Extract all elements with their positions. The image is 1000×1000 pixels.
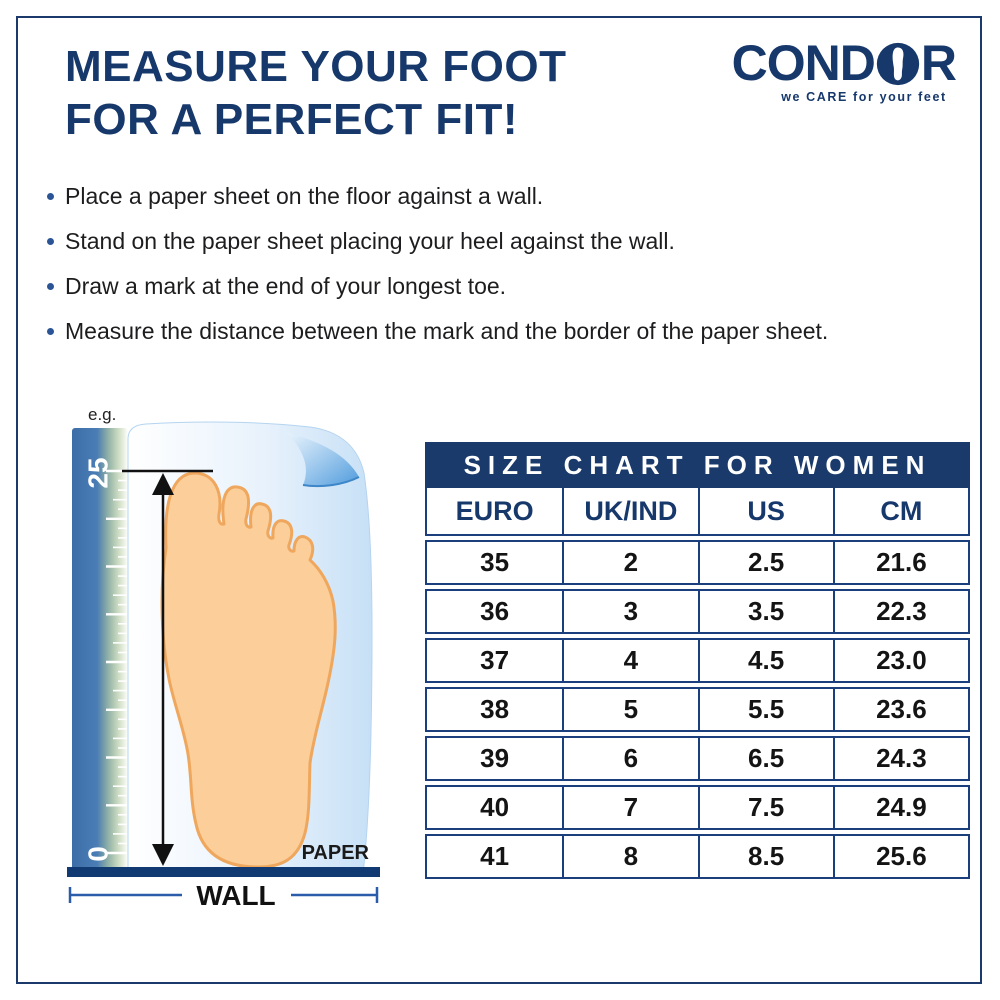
foot-measurement-diagram	[60, 393, 400, 918]
size-cell: 38	[480, 694, 510, 724]
table-row	[425, 687, 970, 732]
size-cell: 24.3	[833, 738, 968, 779]
instruction-item	[47, 219, 828, 264]
size-cell: 35	[480, 547, 510, 577]
table-row	[425, 785, 970, 830]
bullet-icon	[47, 283, 54, 290]
instruction-list	[47, 174, 828, 354]
size-cell: 23.0	[833, 640, 968, 681]
size-cell: 3.5	[698, 591, 833, 632]
page-title	[65, 40, 567, 146]
size-cell: 23.6	[833, 689, 968, 730]
size-cell: 2.5	[698, 542, 833, 583]
size-cell: 7	[562, 787, 697, 828]
column-header-cm: CM	[833, 488, 968, 534]
size-cell: 22.3	[833, 591, 968, 632]
instruction-text: Measure the distance between the mark and the border of the paper sheet.	[65, 318, 829, 344]
wall-label: WALL	[196, 880, 276, 911]
size-chart-table	[425, 442, 970, 879]
size-cell: 3	[562, 591, 697, 632]
logo-text-right: R	[920, 35, 956, 91]
logo-text-left: COND	[731, 35, 875, 91]
column-header-us: US	[698, 488, 833, 534]
size-cell: 5	[562, 689, 697, 730]
size-cell: 24.9	[833, 787, 968, 828]
instruction-item	[47, 309, 828, 354]
size-chart-header-row	[425, 488, 970, 536]
size-chart-title: SIZE CHART FOR WOMEN	[425, 442, 970, 488]
instruction-text: Draw a mark at the end of your longest toe.	[65, 273, 507, 299]
ruler-max-label: 25	[82, 457, 114, 489]
size-cell: 21.6	[833, 542, 968, 583]
size-cell: 6.5	[698, 738, 833, 779]
table-row	[425, 834, 970, 879]
column-header-euro: EURO	[455, 495, 534, 526]
size-cell: 4	[562, 640, 697, 681]
bullet-icon	[47, 193, 54, 200]
ruler	[72, 428, 128, 875]
table-row	[425, 736, 970, 781]
size-cell: 25.6	[833, 836, 968, 877]
size-cell: 4.5	[698, 640, 833, 681]
ruler-zero-label: 0	[82, 846, 114, 862]
logo-tagline: we CARE for your feet	[781, 90, 947, 104]
instruction-text: Stand on the paper sheet placing your heel against the wall.	[65, 228, 675, 254]
table-row	[425, 540, 970, 585]
column-header-ukind: UK/IND	[562, 488, 697, 534]
wall-floor-bar	[67, 867, 380, 877]
instruction-item	[47, 264, 828, 309]
instruction-item	[47, 174, 828, 219]
instruction-text: Place a paper sheet on the floor against a wall.	[65, 183, 544, 209]
size-cell: 8.5	[698, 836, 833, 877]
footprint-in-letter-o-icon	[876, 42, 920, 86]
size-cell: 7.5	[698, 787, 833, 828]
paper-label: PAPER	[301, 842, 369, 864]
size-cell: 40	[480, 792, 510, 822]
size-cell: 6	[562, 738, 697, 779]
brand-logo	[724, 35, 956, 104]
size-cell: 37	[480, 645, 510, 675]
size-cell: 36	[480, 596, 510, 626]
size-cell: 8	[562, 836, 697, 877]
table-row	[425, 589, 970, 634]
logo-wordmark	[724, 35, 956, 91]
size-cell: 41	[480, 841, 510, 871]
size-cell: 5.5	[698, 689, 833, 730]
bullet-icon	[47, 238, 54, 245]
size-cell: 2	[562, 542, 697, 583]
example-label: e.g.	[88, 405, 117, 424]
bullet-icon	[47, 328, 54, 335]
page-title-line2: FOR A PERFECT FIT!	[65, 95, 519, 144]
table-row	[425, 638, 970, 683]
size-cell: 39	[480, 743, 510, 773]
page-title-line1: MEASURE YOUR FOOT	[65, 42, 567, 91]
